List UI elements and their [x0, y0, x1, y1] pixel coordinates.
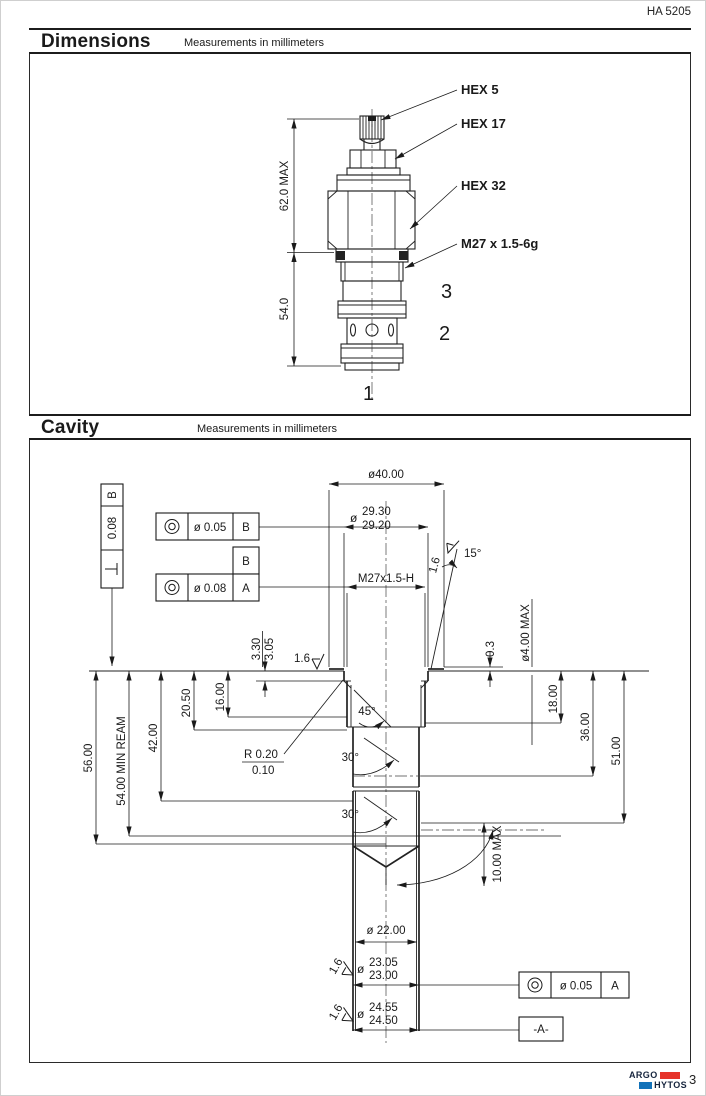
dim-r020: R 0.20: [244, 749, 278, 761]
cavity-subtitle: Measurements in millimeters: [197, 423, 337, 435]
argo-hytos-logo: [629, 1070, 687, 1090]
dia-sign-2930: ø: [350, 511, 358, 525]
dim-54-min-ream: 54.00 MIN REAM: [116, 716, 128, 806]
concentricity-frame-top: [156, 513, 344, 540]
perpendicularity-frame: [101, 484, 123, 666]
dimensions-title: Dimensions: [41, 31, 151, 52]
dia-sign-2305: ø: [357, 962, 365, 976]
callout-hex17: HEX 17: [461, 116, 506, 131]
dim-18: 18.00: [548, 684, 560, 714]
logo-argo-text: ARGO: [629, 1069, 658, 1080]
dim-10-max: 10.00 MAX: [492, 825, 504, 883]
concentricity-frame-mid: [156, 547, 347, 601]
angle-30-upper: 30°: [341, 752, 359, 764]
conc-mid-value: ø 0.08: [193, 583, 227, 595]
logo-blue-block: [639, 1082, 652, 1089]
dim-2455: 24.55: [369, 1002, 398, 1014]
dim-03: 0.3: [485, 641, 497, 657]
callout-hex32: HEX 32: [461, 178, 506, 193]
roughness-1-6: 1.6: [294, 653, 310, 665]
angle-15: 15°: [464, 548, 482, 560]
perp-datum-label: B: [107, 491, 119, 499]
dim-2920: 29.20: [362, 520, 391, 532]
dim-42: 42.00: [148, 723, 160, 753]
dim-2450: 24.50: [369, 1015, 398, 1027]
dim-305: 3.05: [264, 637, 276, 661]
angle-45: 45°: [358, 706, 376, 718]
valve-callouts: [363, 82, 538, 405]
port-1-label: 1: [363, 383, 375, 405]
dim-22: ø 22.00: [366, 925, 406, 937]
dim-2305: 23.05: [369, 957, 398, 969]
valve-body-outline: [328, 116, 415, 370]
valve-drawing: [279, 82, 538, 405]
conc-mid-datum-b: B: [242, 556, 250, 568]
port-2-label: 2: [439, 323, 451, 345]
technical-drawing: [1, 1, 706, 1096]
dim-36: 36.00: [580, 712, 592, 742]
dim-2930: 29.30: [362, 506, 391, 518]
logo-red-block: [660, 1072, 680, 1079]
right-depth-dimensions: [353, 671, 624, 886]
cavity-title: Cavity: [41, 417, 100, 438]
bottom-diameter-dimensions: [327, 925, 519, 1030]
datum-a-flag: [519, 1017, 563, 1041]
dim-51: 51.00: [611, 736, 623, 766]
angle-30-lower: 30°: [341, 809, 359, 821]
conc-mid-datum-a: A: [242, 583, 250, 595]
conc-bot-value: ø 0.05: [559, 980, 593, 993]
logo-hytos-text: HYTOS: [654, 1079, 687, 1090]
datum-a-label: -A-: [533, 1024, 549, 1036]
radius-callout: [242, 680, 343, 777]
page-number: 3: [689, 1072, 697, 1087]
dim-56: 56.00: [83, 743, 95, 773]
roughness-1-6: 1.6: [327, 1002, 346, 1023]
left-depth-dimensions: [83, 671, 561, 844]
roughness-1-6: 1.6: [427, 555, 443, 575]
perp-value-label: 0.08: [107, 516, 119, 540]
conc-top-datum: B: [242, 522, 250, 534]
callout-hex5: HEX 5: [461, 82, 499, 97]
callout-thread: M27 x 1.5-6g: [461, 236, 539, 251]
document-code: HA 5205: [646, 6, 691, 18]
dim-330: 3.30: [251, 637, 263, 661]
dim-thread: M27x1.5-H: [357, 573, 415, 585]
chamfer-15-callout: [427, 537, 481, 669]
dimensions-subtitle: Measurements in millimeters: [184, 37, 324, 49]
dim-2300: 23.00: [369, 970, 398, 982]
concentricity-frame-bottom: [519, 972, 629, 998]
dia-sign-2455: ø: [357, 1007, 365, 1021]
port-3-label: 3: [441, 281, 453, 303]
dim-4-max: ø4.00 MAX: [520, 604, 532, 662]
dim-16: 16.00: [215, 682, 227, 712]
dim-62-max: 62.0 MAX: [279, 160, 291, 212]
conc-bot-datum: A: [611, 980, 619, 993]
cavity-drawing: [83, 469, 649, 1043]
roughness-1-6: 1.6: [327, 956, 346, 977]
dim-40: ø40.00: [368, 469, 404, 481]
dim-54: 54.0: [279, 297, 291, 321]
dim-2050: 20.50: [181, 688, 193, 718]
dim-r010: 0.10: [252, 765, 275, 777]
cavity-top-dimensions: [329, 469, 444, 667]
conc-top-value: ø 0.05: [193, 522, 227, 534]
